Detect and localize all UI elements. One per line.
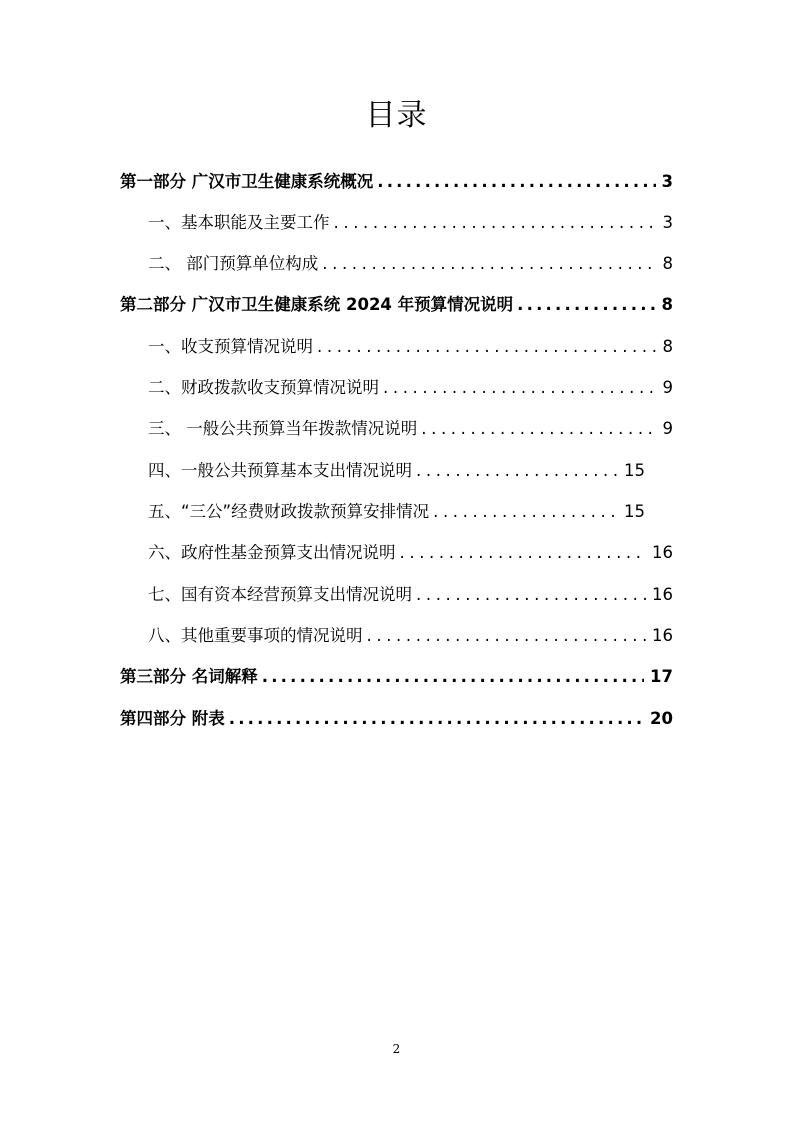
dot-leader (416, 581, 646, 609)
toc-entry-page: 9 (662, 419, 673, 438)
toc-entry-section[interactable] (148, 209, 673, 237)
toc-entry-label: 二、 部门预算单位构成 (148, 254, 319, 273)
dot-leader (421, 415, 656, 443)
toc-entry-label: 三、 一般公共预算当年拨款情况说明 (148, 419, 418, 438)
toc-entry-page: 16 (652, 626, 673, 645)
toc-entry-label: 第四部分 附表 (120, 709, 225, 728)
toc-entry-page: 9 (662, 378, 673, 397)
toc-entry-label: 七、国有资本经营预算支出情况说明 (148, 585, 412, 604)
dot-leader (322, 250, 656, 278)
toc-entry-section[interactable] (148, 333, 673, 361)
toc-entry-page: 15 (624, 461, 645, 480)
toc-entry-part-1[interactable] (120, 168, 673, 196)
toc-entry-part-4[interactable] (120, 705, 673, 733)
dot-leader (433, 498, 618, 526)
toc-entry-page: 17 (650, 667, 673, 686)
toc-entry-page: 16 (652, 585, 673, 604)
toc-entry-page: 3 (661, 172, 673, 191)
toc-entry-section[interactable] (148, 374, 673, 402)
dot-leader (367, 622, 647, 650)
toc-entry-label: 第一部分 广汉市卫生健康系统概况 (120, 172, 374, 191)
dot-leader (416, 457, 618, 485)
toc-entry-section[interactable] (148, 581, 673, 609)
toc-entry-part-2[interactable] (120, 291, 673, 319)
toc-entry-page: 20 (650, 709, 673, 728)
toc-entry-section[interactable] (148, 498, 645, 526)
toc-entry-page: 15 (624, 502, 645, 521)
toc-entry-label: 一、收支预算情况说明 (148, 337, 313, 356)
toc-entry-page: 8 (661, 295, 673, 314)
toc-entry-page: 16 (652, 543, 673, 562)
page-number: 2 (392, 1042, 401, 1056)
dot-leader (334, 209, 657, 237)
dot-leader (317, 333, 657, 361)
toc-entry-page: 8 (662, 337, 673, 356)
toc-entry-part-3[interactable] (120, 663, 673, 691)
dot-leader (229, 705, 644, 733)
toc-entry-label: 四、一般公共预算基本支出情况说明 (148, 461, 412, 480)
dot-leader (262, 663, 644, 691)
toc-entry-label: 第二部分 广汉市卫生健康系统 2024 年预算情况说明 (120, 295, 514, 314)
toc-entry-label: 一、基本职能及主要工作 (148, 213, 330, 232)
dot-leader (383, 374, 657, 402)
toc-entry-page: 8 (662, 254, 673, 273)
toc-title: 目录 (365, 98, 428, 133)
toc-entry-label: 第三部分 名词解释 (120, 667, 258, 686)
toc-entry-section[interactable] (148, 539, 673, 567)
dot-leader (517, 291, 655, 319)
toc-entry-page: 3 (662, 213, 673, 232)
toc-entry-label: 五、“三公”经费财政拨款预算安排情况 (148, 502, 430, 521)
dot-leader (377, 168, 655, 196)
toc-entry-label: 六、政府性基金预算支出情况说明 (148, 543, 396, 562)
toc-entry-label: 二、财政拨款收支预算情况说明 (148, 378, 379, 397)
toc-entry-section[interactable] (148, 457, 645, 485)
toc-entry-section[interactable] (148, 622, 673, 650)
toc-entry-label: 八、其他重要事项的情况说明 (148, 626, 363, 645)
dot-leader (400, 539, 647, 567)
toc-entry-section[interactable] (148, 250, 673, 278)
toc-entry-section[interactable] (148, 415, 673, 443)
